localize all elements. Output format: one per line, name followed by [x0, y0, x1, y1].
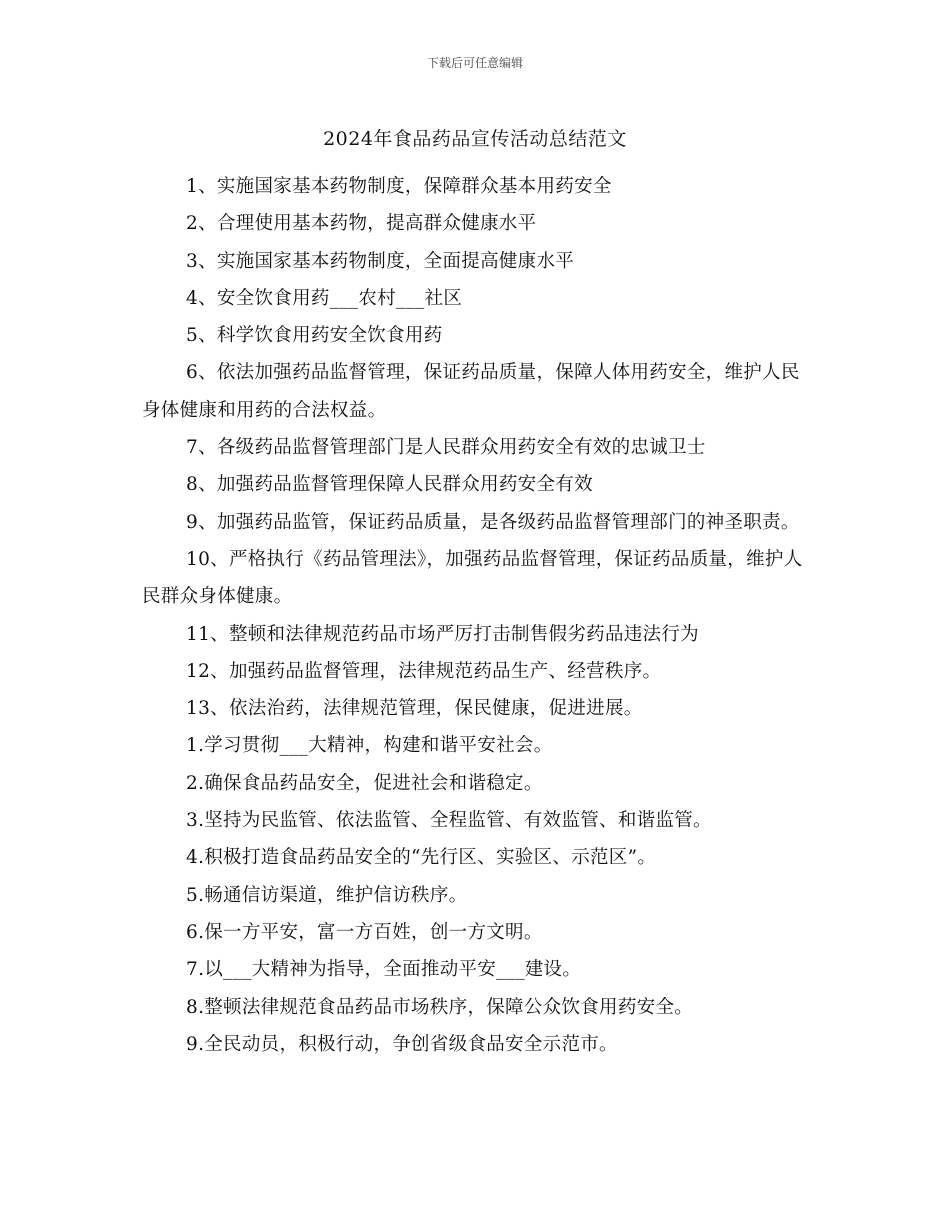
- paragraph: 3、实施国家基本药物制度，全面提高健康水平: [186, 250, 575, 272]
- paragraph: 1、实施国家基本药物制度，保障群众基本用药安全: [186, 176, 612, 197]
- page-header: 下载后可任意编辑: [426, 56, 523, 70]
- paragraph: 1.学习贯彻___大精神，构建和谐平安社会。: [186, 735, 553, 757]
- paragraph: 6.保一方平安，富一方百姓，创一方文明。: [186, 921, 543, 943]
- paragraph: 4.积极打造食品药品安全的“先行区、实验区、示范区”。: [186, 847, 657, 869]
- paragraph: 8.整顿法律规范食品药品市场秩序，保障公众饮食用药安全。: [186, 996, 694, 1018]
- paragraph: 2.确保食品药品安全，促进社会和谐稳定。: [186, 772, 543, 794]
- paragraph: 6、依法加强药品监督管理，保证药品质量，保障人体用药安全，维护人民身体健康和用药的合法权益。: [142, 362, 800, 421]
- paragraph: 12、加强药品监督管理，法律规范药品生产、经营秩序。: [186, 660, 662, 682]
- paragraph: 9.全民动员，积极行动，争创省级食品安全示范市。: [186, 1033, 618, 1055]
- document-body: [142, 168, 810, 1063]
- paragraph: 10、严格执行《药品管理法》，加强药品监督管理，保证药品质量，维护人民群众身体健康。: [142, 548, 803, 608]
- paragraph: 4、安全饮食用药___农村___社区: [186, 287, 463, 309]
- paragraph: 5、科学饮食用药安全饮食用药: [186, 325, 443, 347]
- document-title: 2024年食品药品宣传活动总结范文: [323, 128, 627, 150]
- paragraph: 3.坚持为民监管、依法监管、全程监管、有效监管、和谐监管。: [186, 810, 712, 832]
- paragraph: 9、加强药品监管，保证药品质量，是各级药品监督管理部门的神圣职责。: [186, 511, 800, 533]
- paragraph: 7、各级药品监督管理部门是人民群众用药安全有效的忠诚卫士: [186, 437, 706, 459]
- paragraph: 8、加强药品监督管理保障人民群众用药安全有效: [186, 474, 593, 496]
- paragraph: 2、合理使用基本药物，提高群众健康水平: [186, 213, 537, 235]
- paragraph: 5.畅通信访渠道，维护信访秩序。: [186, 884, 468, 906]
- paragraph: 13、依法治药，法律规范管理，保民健康，促进进展。: [186, 698, 643, 720]
- paragraph: 7.以___大精神为指导，全面推动平安___建设。: [186, 959, 582, 981]
- paragraph: 11、整顿和法律规范药品市场严厉打击制售假劣药品违法行为: [186, 623, 699, 645]
